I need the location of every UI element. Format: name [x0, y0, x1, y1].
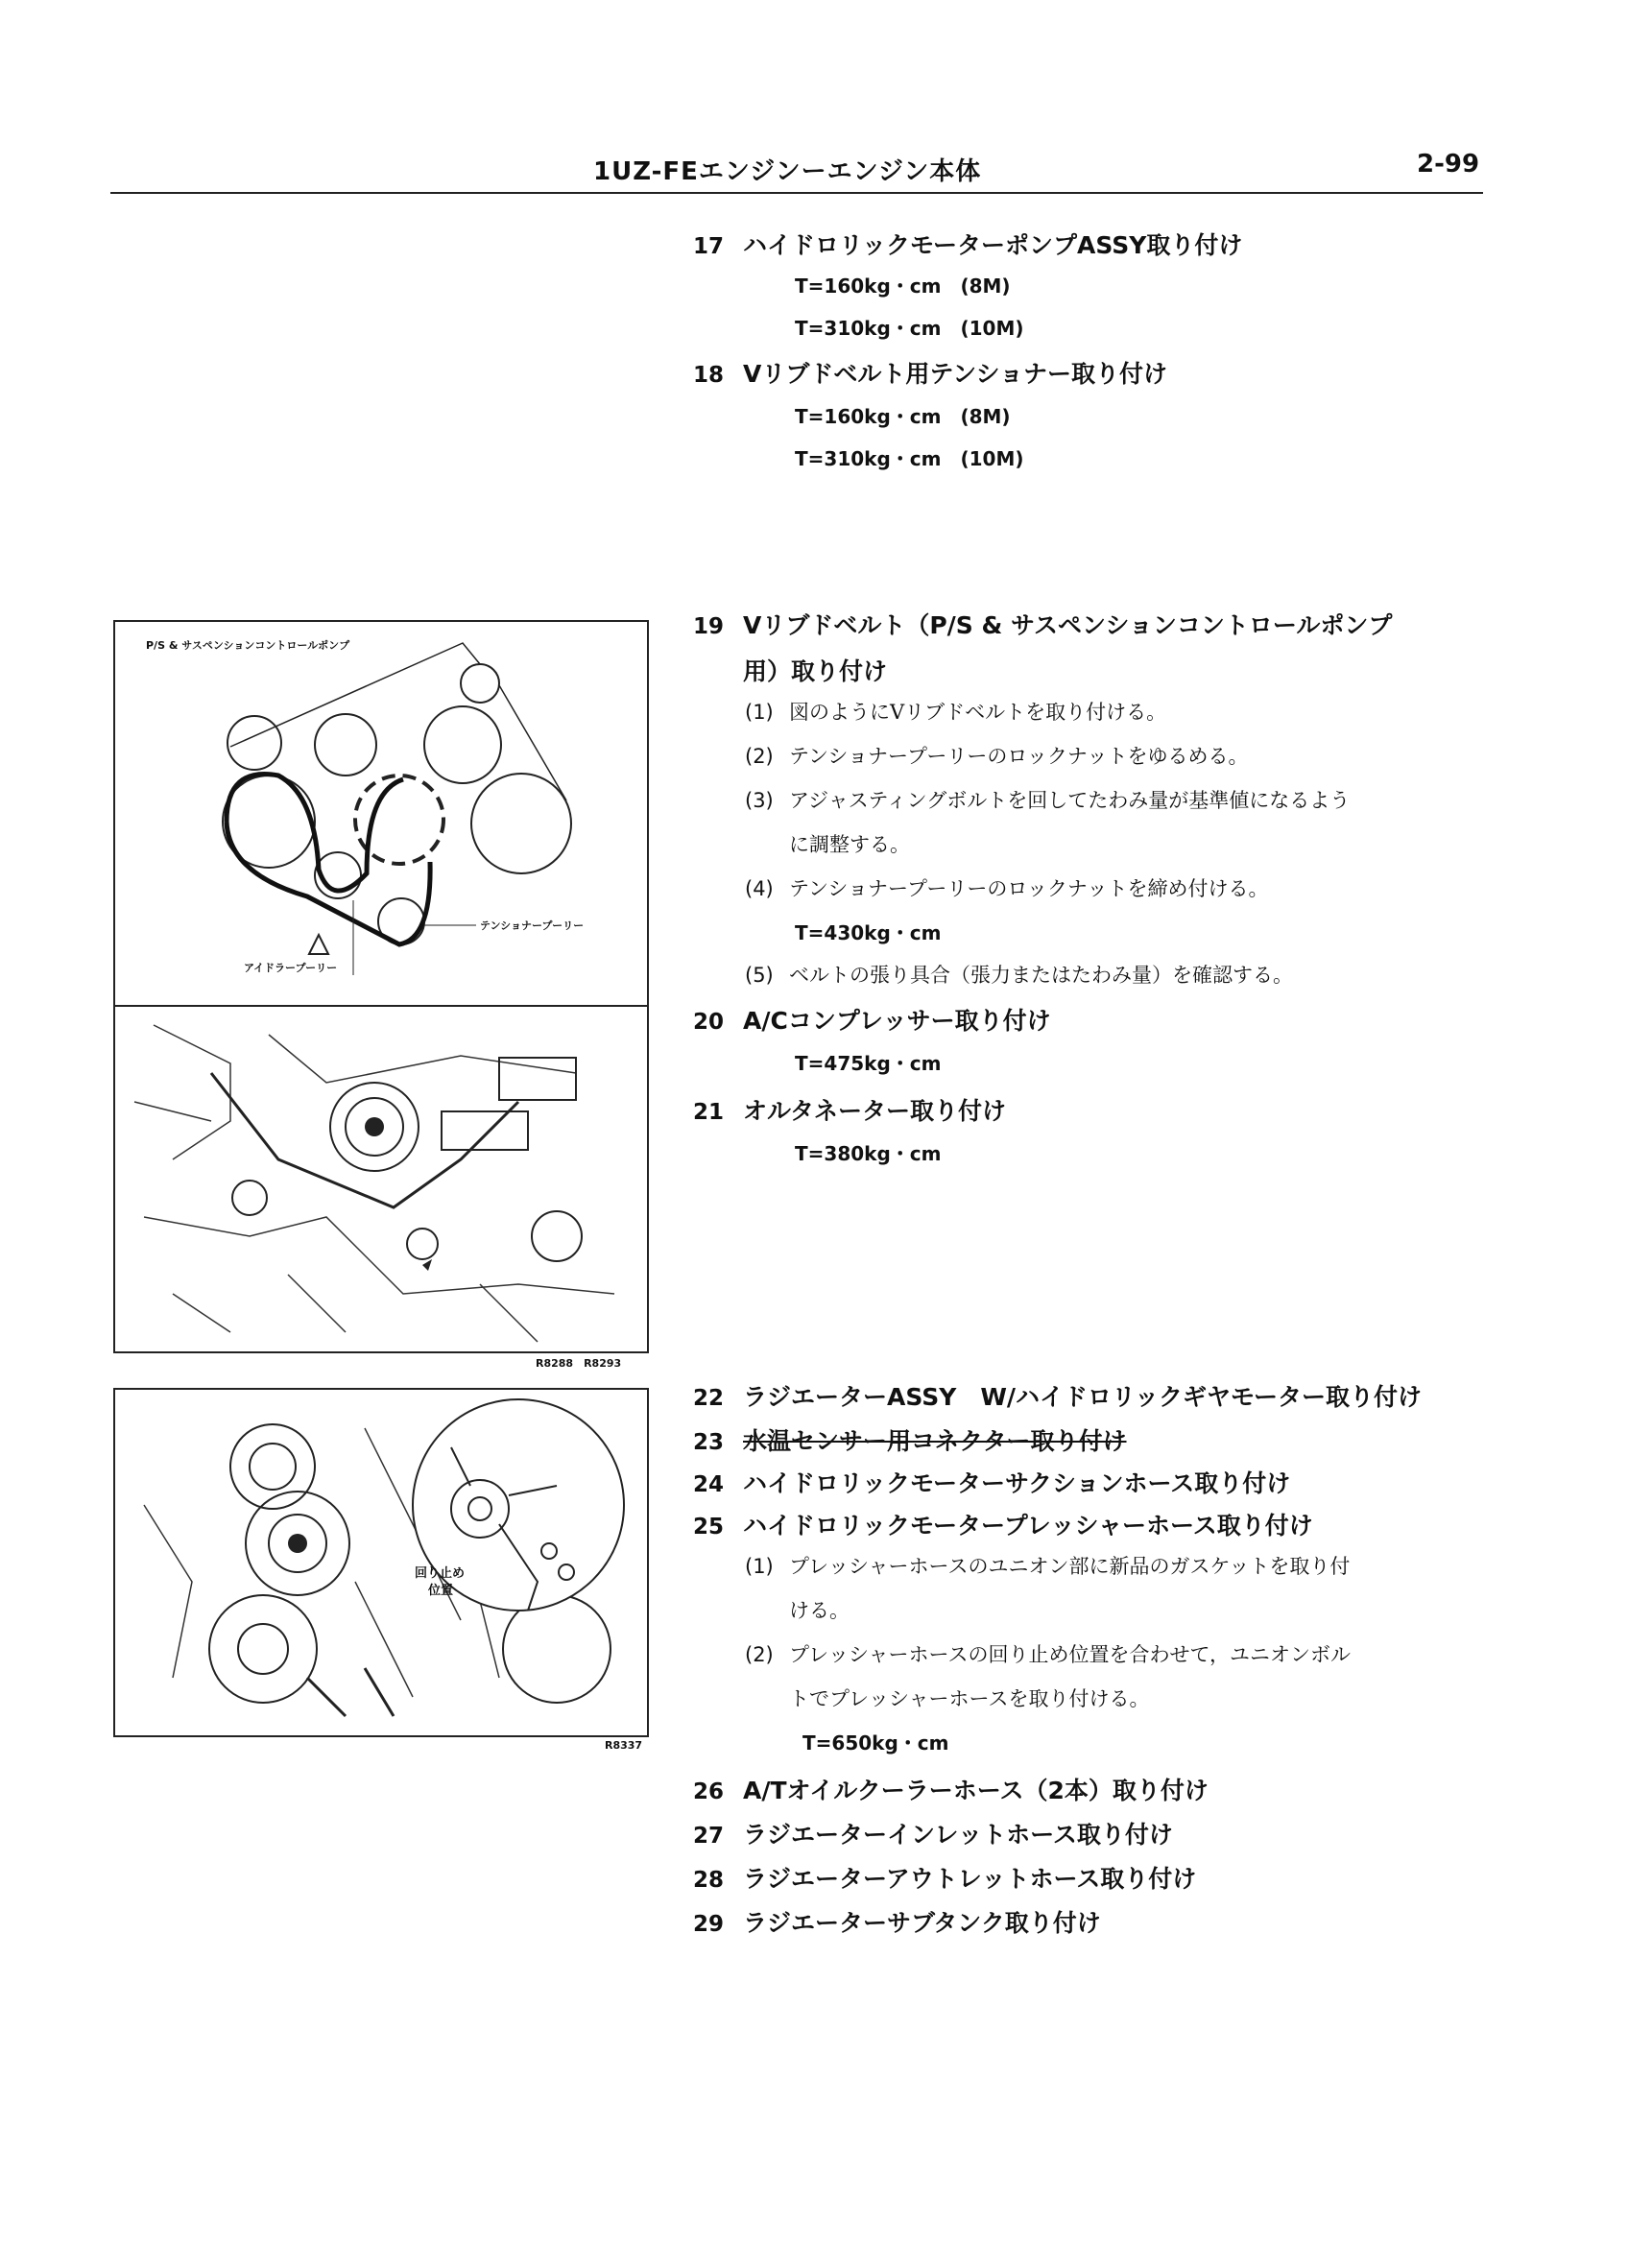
- sub-step: [745, 1551, 1350, 1580]
- sub-step: [745, 785, 1350, 814]
- step-title: ラジエーターインレットホース取り付け: [743, 1821, 1173, 1849]
- idler-pulley-label: アイドラープーリー: [244, 962, 338, 974]
- sub-text: テンショナープーリーのロックナットを締め付ける。: [789, 877, 1269, 900]
- pressure-hose-diagram: [115, 1390, 647, 1735]
- step-number: 26: [693, 1779, 725, 1804]
- step-26: [693, 1772, 1209, 1806]
- torque-size: (10M): [960, 447, 1024, 470]
- belt-routing-diagram: [115, 622, 647, 1351]
- step-title: ハイドロリックモーターサクションホース取り付け: [743, 1469, 1291, 1497]
- sub-text-cont: ける。: [789, 1599, 850, 1622]
- belt-routing-figure: [113, 620, 649, 1353]
- step-25: [693, 1507, 1313, 1541]
- sub-text: 図のようにVリブドベルトを取り付ける。: [789, 701, 1167, 724]
- step-title: ラジエーターサブタンク取り付け: [743, 1909, 1101, 1937]
- sub-number: (1): [745, 701, 774, 724]
- torque-spec: [795, 313, 1023, 341]
- step-19: [693, 607, 1392, 641]
- torque-value: T=310kg・cm: [795, 317, 942, 340]
- figure-code: R8288 R8293: [536, 1357, 622, 1370]
- step-number: 19: [693, 614, 725, 639]
- step-title: ハイドロリックモータープレッシャーホース取り付け: [743, 1512, 1313, 1540]
- step-number: 25: [693, 1515, 725, 1540]
- sub-step: [745, 1639, 1351, 1668]
- step-number: 27: [693, 1824, 725, 1849]
- sub-number: (2): [745, 745, 774, 768]
- torque-value: T=475kg・cm: [795, 1052, 942, 1075]
- step-number: 28: [693, 1868, 725, 1893]
- torque-value: T=650kg・cm: [802, 1731, 949, 1755]
- step-21: [693, 1092, 1006, 1127]
- sub-step: [745, 960, 1293, 989]
- sub-text: アジャスティングボルトを回してたわみ量が基準値になるよう: [789, 789, 1351, 812]
- sub-number: (2): [745, 1643, 774, 1666]
- sub-number: (3): [745, 789, 774, 812]
- stop-position-label: 回り止め: [415, 1566, 466, 1581]
- torque-value: T=380kg・cm: [795, 1142, 942, 1165]
- sub-step: [745, 741, 1248, 770]
- step-number: 29: [693, 1912, 725, 1937]
- step-29: [693, 1904, 1101, 1939]
- step-19-title-cont: 用）取り付け: [743, 657, 888, 685]
- torque-size: (8M): [960, 275, 1011, 298]
- sub-text: プレッシャーホースのユニオン部に新品のガスケットを取り付: [789, 1555, 1351, 1578]
- step-23: [693, 1422, 1127, 1457]
- step-title: A/Cコンプレッサー取り付け: [743, 1007, 1051, 1035]
- step-number: 20: [693, 1010, 725, 1035]
- sub-step: [745, 697, 1166, 726]
- torque-size: (8M): [960, 405, 1011, 428]
- page-number: 2-99: [1417, 150, 1480, 179]
- step-27: [693, 1816, 1173, 1850]
- step-28: [693, 1860, 1196, 1895]
- sub-text: ベルトの張り具合（張力またはたわみ量）を確認する。: [789, 964, 1293, 987]
- sub-step: [745, 873, 1268, 902]
- step-title: A/Tオイルクーラーホース（2本）取り付け: [743, 1777, 1209, 1804]
- step-17: [693, 227, 1242, 261]
- page-title: 1UZ-FEエンジンーエンジン本体: [593, 157, 982, 186]
- ps-pump-label: P/S & サスペンションコントロールポンプ: [146, 639, 350, 652]
- step-number: 18: [693, 363, 725, 388]
- torque-spec: [795, 271, 1011, 298]
- step-20: [693, 1002, 1051, 1037]
- step-number: 22: [693, 1386, 725, 1411]
- sub-number: (4): [745, 877, 774, 900]
- step-title: ラジエーターASSY W/ハイドロリックギヤモーター取り付け: [743, 1383, 1423, 1411]
- header-divider: [110, 192, 1483, 194]
- step-18: [693, 355, 1167, 390]
- sub-text: テンショナープーリーのロックナットをゆるめる。: [789, 745, 1249, 768]
- step-number: 21: [693, 1100, 725, 1125]
- step-number: 24: [693, 1472, 725, 1497]
- pressure-hose-figure: [113, 1388, 649, 1737]
- torque-value: T=160kg・cm: [795, 405, 942, 428]
- tensioner-pulley-label: テンショナープーリー: [480, 919, 585, 932]
- sub-text: プレッシャーホースの回り止め位置を合わせて，ユニオンボル: [789, 1643, 1352, 1666]
- step-title: Vリブドベルト（P/S & サスペンションコントロールポンプ: [743, 611, 1393, 639]
- torque-value: T=160kg・cm: [795, 275, 942, 298]
- step-number: 17: [693, 234, 725, 259]
- figure-code-2: R8337: [605, 1739, 643, 1752]
- sub-number: (1): [745, 1555, 774, 1578]
- step-title: Vリブドベルト用テンショナー取り付け: [743, 360, 1167, 388]
- torque-size: (10M): [960, 317, 1024, 340]
- step-22: [693, 1378, 1422, 1413]
- step-title: ハイドロリックモーターポンプASSY取り付け: [743, 231, 1243, 259]
- torque-spec: [795, 401, 1011, 429]
- torque-value: T=310kg・cm: [795, 447, 942, 470]
- sub-text-cont: に調整する。: [789, 833, 910, 856]
- sub-number: (5): [745, 964, 774, 987]
- step-title: 水温センサー用コネクター取り付け: [743, 1427, 1127, 1455]
- step-number: 23: [693, 1430, 725, 1455]
- step-title: ラジエーターアウトレットホース取り付け: [743, 1865, 1197, 1893]
- step-title: オルタネーター取り付け: [743, 1097, 1007, 1125]
- step-24: [693, 1465, 1290, 1499]
- stop-position-label-2: 位置: [428, 1584, 454, 1598]
- sub-text-cont: トでプレッシャーホースを取り付ける。: [789, 1687, 1150, 1710]
- torque-value: T=430kg・cm: [795, 921, 942, 944]
- torque-spec: [795, 443, 1023, 471]
